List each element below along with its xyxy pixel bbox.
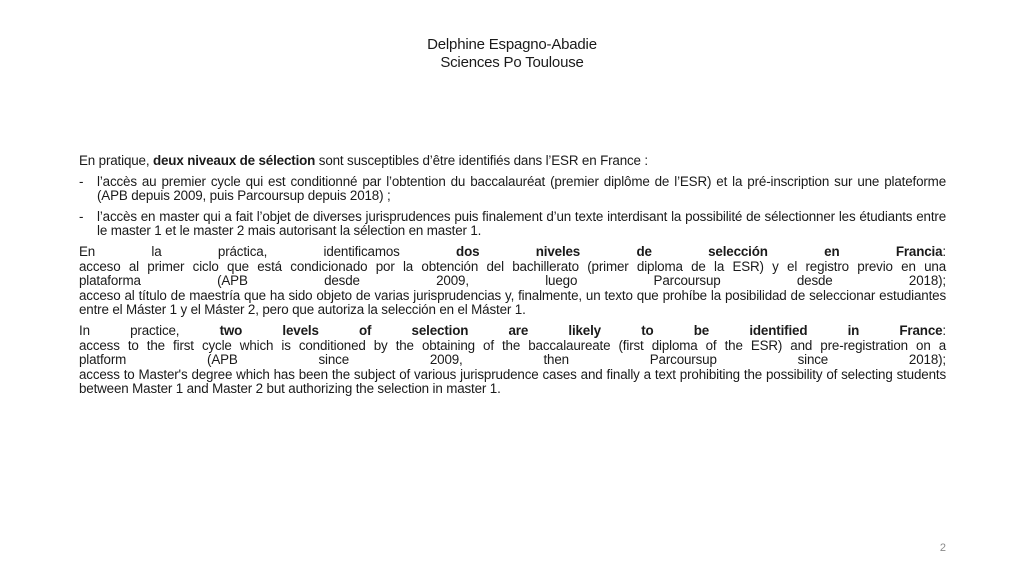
english-intro [79, 324, 946, 339]
french-bullet-2 [79, 210, 946, 239]
bullet-dash: - [79, 208, 84, 224]
french-intro-pre: En pratique, [79, 153, 153, 168]
french-bullet-1-text: l’accès au premier cycle qui est conditionné par l’obtention du baccalauréat (premier diplôme de l’ESR) et la pré-inscription sur une plateforme (APB depuis 2009, puis Parcoursup depuis 2018) ; [97, 173, 946, 204]
spanish-line-1: acceso al primer ciclo que está condicionado por la obtención del bachillerato (primer diploma de la ESR) y el registro previo en una [79, 258, 946, 274]
slide-body [79, 154, 946, 403]
english-intro-pre: In practice, [79, 322, 220, 338]
bullet-dash: - [79, 173, 84, 189]
page-number: 2 [939, 542, 946, 554]
author-name: Delphine Espagno-Abadie [427, 36, 597, 53]
spanish-line-3: acceso al título de maestría que ha sido objeto de varias jurisprudencias y, finalmente, un texto que prohíbe la posibilidad de seleccionar estudiantes entre el Máster 1 y el Máster 2, pero que autoriza la selección en el Máster 1. [79, 287, 946, 318]
slide-title [0, 36, 1024, 72]
french-bullet-2-text: l’accès en master qui a fait l’objet de diverses jurisprudences puis finalement d’un texte interdisant la possibilité de sélectionner les étudiants entre le master 1 et le master 2 mais autorisant la sélection en master 1. [97, 208, 946, 239]
french-intro [79, 154, 946, 169]
french-bullet-1 [79, 175, 946, 204]
english-line-2: platform (APB since 2009, then Parcoursup since 2018); [79, 352, 946, 368]
spanish-intro-post: : [942, 243, 946, 259]
english-section [79, 324, 946, 397]
french-intro-post: sont susceptibles d’être identifiés dans l’ESR en France : [315, 153, 648, 168]
spanish-intro-bold: dos niveles de selección en Francia [456, 243, 943, 259]
french-intro-bold: deux niveaux de sélection [152, 153, 316, 168]
spanish-line-2: plataforma (APB desde 2009, luego Parcoursup desde 2018); [79, 273, 946, 289]
spanish-intro [79, 245, 946, 260]
institution-name: Sciences Po Toulouse [440, 54, 584, 71]
spanish-intro-pre: En la práctica, identificamos [79, 243, 457, 259]
english-line-1: access to the first cycle which is conditioned by the obtaining of the baccalaureate (first diploma of the ESR) and pre-registration on a [79, 337, 946, 353]
english-intro-bold: two levels of selection are likely to be identified in France [219, 322, 943, 338]
english-line-3: access to Master's degree which has been the subject of various jurisprudence cases and finally a text prohibiting the possibility of selecting students between Master 1 and Master 2 but authorizing the selection in master 1. [79, 366, 946, 397]
english-intro-post: : [942, 322, 946, 338]
spanish-section [79, 245, 946, 318]
